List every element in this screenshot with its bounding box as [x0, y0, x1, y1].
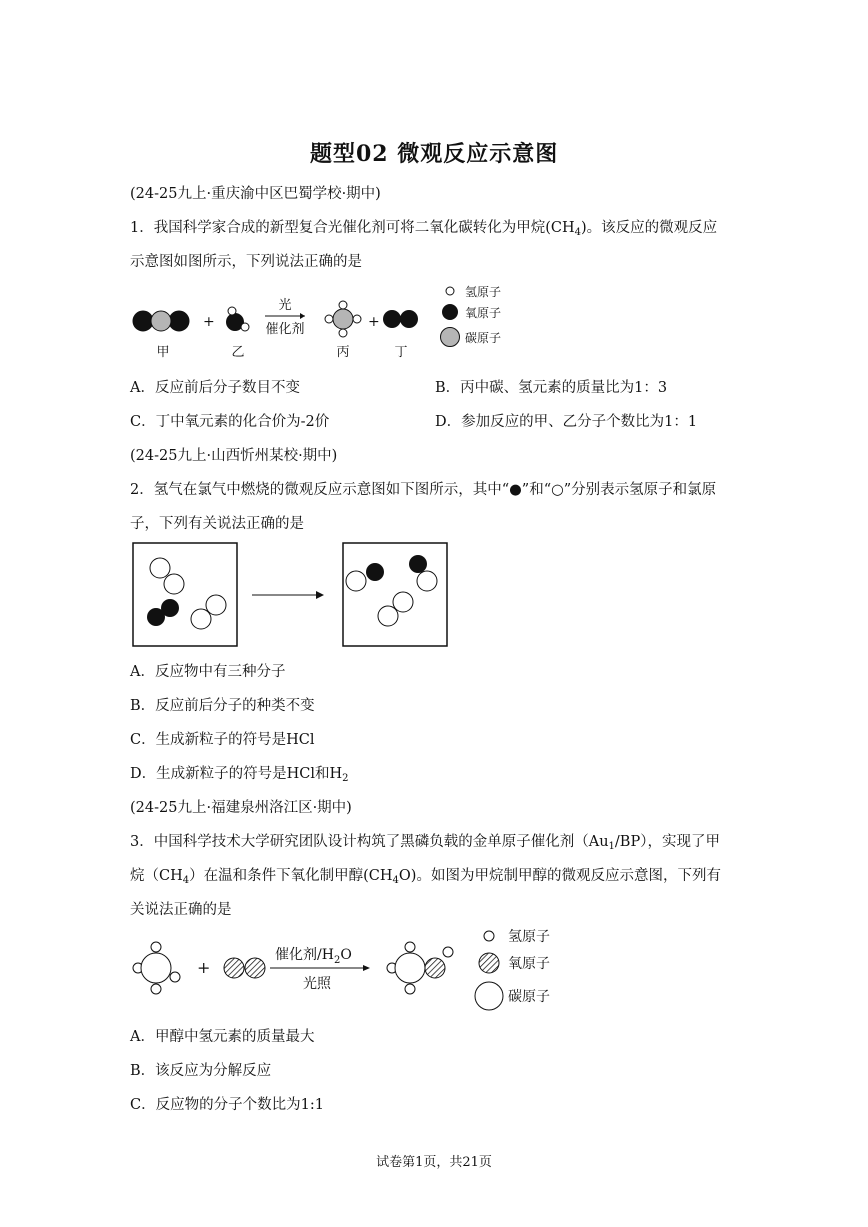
q3-legend-h: 氢原子 [508, 929, 550, 945]
q1-option-d: D．参加反应的甲、乙分子个数比为1：1 [435, 414, 698, 430]
q3-condition-top [275, 946, 352, 966]
q2-source: (24-25九上·山西忻州某校·期中) [130, 448, 338, 464]
q3-stem-text-a: 3．中国科学技术大学研究团队设计构筑了黑磷负载的金单原子催化剂（Au [130, 834, 609, 850]
q1-legend-h: 氢原子 [465, 285, 502, 299]
q3-condition-bottom: 光照 [303, 976, 331, 992]
q2-option-d-subscript: 2 [342, 773, 349, 784]
q1-plus-2: + [368, 314, 380, 330]
q1-condition-top: 光 [278, 298, 292, 313]
q1-option-a: A．反应前后分子数目不变 [130, 380, 300, 396]
q1-stem-subscript: 4 [574, 227, 581, 238]
q1-source: (24-25九上·重庆渝中区巴蜀学校·期中) [130, 186, 381, 202]
q1-stem-text-end: )。该反应的微观反应 [581, 220, 718, 236]
q3-stem2-sub-2: 4 [392, 875, 399, 886]
q1-plus-1: + [203, 314, 215, 330]
q3-stem-line1 [130, 830, 720, 852]
q1-stem-text: 1．我国科学家合成的新型复合光催化剂可将二氧化碳转化为甲烷(CH [130, 220, 575, 236]
q2-option-b: B．反应前后分子的种类不变 [130, 698, 315, 714]
molecule-bing [325, 301, 361, 337]
q2-reaction-diagram [130, 540, 460, 650]
q3-legend-c: 碳原子 [508, 989, 550, 1005]
q2-before-box [133, 543, 237, 646]
q2-option-d [130, 762, 349, 784]
molecule-jia [133, 311, 189, 331]
q3-option-b: B．该反应为分解反应 [130, 1063, 272, 1079]
molecule-ding [383, 310, 418, 328]
q3-condition-top-sub: 2 [333, 955, 341, 966]
q3-condition-top-end: O [340, 947, 352, 963]
q1-condition-bottom: 催化剂 [265, 322, 305, 337]
q1-label-jia: 甲 [156, 345, 170, 360]
q3-stem-line2 [130, 864, 721, 886]
q3-stem2-sub-1: 4 [182, 875, 190, 886]
q2-option-c: C．生成新粒子的符号是HCl [130, 732, 315, 748]
q3-condition-top-text: 催化剂/H [275, 947, 334, 963]
q2-after-molecules [346, 555, 437, 626]
q1-arrow-head [300, 313, 305, 319]
q3-legend-h-icon [484, 931, 494, 941]
q3-legend-c-icon [475, 982, 503, 1010]
page-footer: 试卷第1页，共21页 [376, 1155, 492, 1170]
q2-stem-line2: 子，下列有关说法正确的是 [130, 516, 304, 532]
page-title: 题型02 微观反应示意图 [310, 141, 559, 167]
q1-stem-line2: 示意图如图所示，下列说法正确的是 [130, 254, 362, 270]
q3-option-c: C．反应物的分子个数比为1:1 [130, 1097, 324, 1113]
molecule-yi [227, 307, 250, 331]
q1-legend-c: 碳原子 [465, 331, 502, 345]
q2-after-box [343, 543, 447, 646]
q1-reaction-diagram [125, 278, 525, 364]
q3-stem-sub-1: 1 [608, 841, 615, 852]
q3-arrow-head [363, 965, 370, 971]
q3-methane-molecule [133, 942, 180, 994]
q3-plus: + [197, 958, 211, 977]
q2-option-d-text: D．生成新粒子的符号是HCl和H [130, 766, 343, 782]
q1-legend-o-icon [442, 304, 458, 320]
q1-stem-line1 [130, 216, 717, 238]
q3-methanol-molecule [387, 942, 453, 994]
q3-stem-text-b: /BP），实现了甲 [614, 834, 720, 850]
q3-stem2-text-b: ）在温和条件下氧化制甲醇(CH [189, 868, 393, 884]
q3-stem2-text-c: O)。如图为甲烷制甲醇的微观反应示意图，下列有 [398, 868, 721, 884]
q2-option-a: A．反应物中有三种分子 [130, 664, 286, 680]
q2-stem-line1: 2．氢气在氯气中燃烧的微观反应示意图如下图所示，其中“●”和“○”分别表示氢原子和氯原 [130, 482, 717, 498]
q2-before-molecules [147, 558, 226, 629]
q1-legend-o: 氧原子 [465, 306, 502, 320]
q1-legend-h-icon [446, 287, 454, 295]
q3-oxygen-molecule [224, 958, 265, 978]
q1-option-b: B．丙中碳、氢元素的质量比为1：3 [435, 380, 668, 396]
q3-reaction-diagram [125, 920, 575, 1016]
q3-option-a: A．甲醇中氢元素的质量最大 [130, 1029, 315, 1045]
q3-source: (24-25九上·福建泉州洛江区·期中) [130, 800, 352, 816]
q3-legend-o-icon [479, 953, 499, 973]
q1-legend-c-icon [441, 328, 460, 347]
q2-arrow-head [316, 591, 324, 599]
q3-stem-line3: 关说法正确的是 [130, 902, 232, 918]
q1-label-ding: 丁 [394, 345, 408, 360]
q3-stem2-text-a: 烷（CH [130, 868, 183, 884]
q1-option-c: C．丁中氧元素的化合价为-2价 [130, 414, 330, 430]
q1-label-yi: 乙 [231, 345, 245, 360]
q3-legend-o: 氧原子 [508, 956, 550, 972]
q1-label-bing: 丙 [336, 345, 350, 360]
